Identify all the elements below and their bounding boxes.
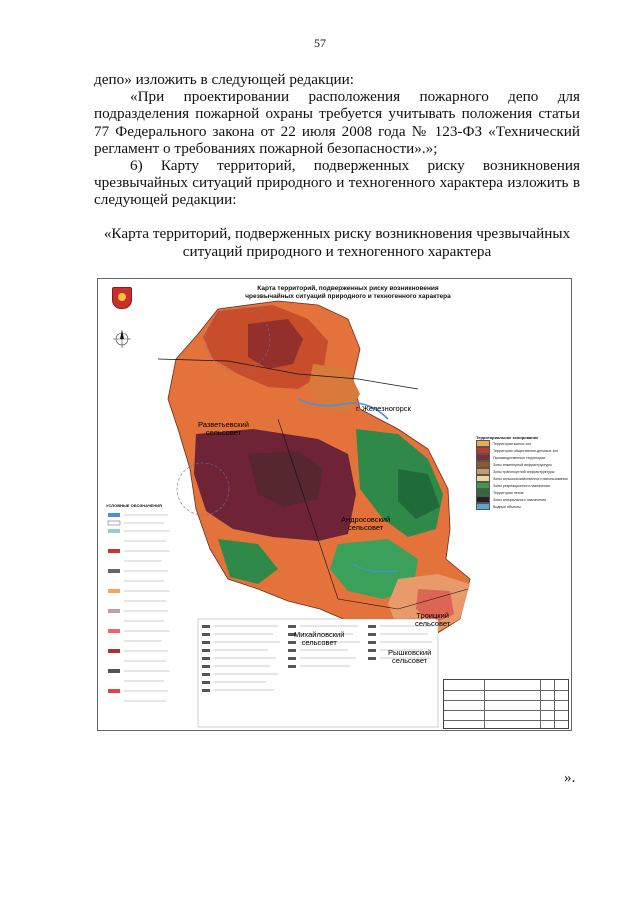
label-ryshkovsky-line-2: сельсовет (392, 656, 428, 665)
label-razvetyevsky (198, 421, 249, 437)
label-androsovsky-line-1: Андросовский (341, 515, 391, 524)
label-troitsky (415, 612, 450, 628)
risk-map (97, 278, 572, 731)
legend-swatch (476, 468, 490, 475)
compass-icon (113, 330, 131, 348)
map-title (218, 285, 478, 300)
label-ryshkovsky-line-1: Рышковский (388, 648, 432, 657)
paragraph-1: депо» изложить в следующей редакции: (94, 71, 354, 88)
legend-label: Территории общественно-деловых зон (493, 448, 559, 453)
label-troitsky-line-1: Троицкий (416, 611, 449, 620)
label-ryshkovsky (388, 649, 431, 665)
page-number: 57 (314, 36, 326, 50)
legend-item (476, 489, 568, 496)
label-mikhaylovsky-line-2: сельсовет (301, 638, 337, 647)
legend-swatch (476, 489, 490, 496)
section-title-line-1: «Карта территорий, подверженных риску возникновения чрезвычайных (103, 225, 571, 242)
label-androsovsky (341, 516, 390, 532)
paragraph-3: 6) Карту территорий, подверженных риску возникновения чрезвычайных ситуаций природного и техногенного характера изложить в следующей редакции: (94, 157, 580, 209)
legend-label: Зоны сельскохозяйственного использования (493, 476, 568, 481)
legend-label: Водные объекты (493, 504, 522, 509)
legend-item (476, 468, 568, 475)
legend-label: Зоны транспортной инфраструктуры (493, 469, 555, 474)
legend-item (476, 503, 568, 510)
body-text (94, 71, 580, 209)
legend-swatch (476, 454, 490, 461)
legend-item (476, 475, 568, 482)
label-mikhaylovsky (294, 631, 344, 647)
legend-item (476, 496, 568, 503)
legend-label: Зоны инженерной инфраструктуры (493, 462, 552, 467)
legend-label: Территории лесов (493, 490, 524, 495)
closing-quote: ». (564, 769, 576, 786)
legend-right-heading: Территориальное зонирование (476, 435, 539, 440)
legend-swatch (476, 447, 490, 454)
legend-label: Производственные территории (493, 455, 546, 460)
label-androsovsky-line-2: сельсовет (347, 523, 384, 532)
legend-item (476, 454, 568, 461)
title-block-stamp (443, 679, 569, 729)
legend-swatch (476, 440, 490, 447)
legend-label: Зоны специального назначения (493, 497, 547, 502)
map-title-line-2: чрезвычайных ситуаций природного и техногенного характера (245, 292, 451, 300)
legend-item (476, 440, 568, 447)
legend-item (476, 447, 568, 454)
legend-swatch (476, 496, 490, 503)
legend-item (476, 482, 568, 489)
label-zheleznogorsk: г. Железногорск (356, 404, 411, 413)
legend-swatch (476, 475, 490, 482)
paragraph-2: «При проектировании расположения пожарного депо для подразделения пожарной охраны требуется учитывать положения статьи 77 Федерального закона от 22 июля 2008 года № 123-ФЗ «Технический регламент о требованиях пожарной безопасности».»; (94, 88, 580, 157)
legend-swatch (476, 482, 490, 489)
legend-left-heading: УСЛОВНЫЕ ОБОЗНАЧЕНИЯ (106, 503, 162, 508)
legend-swatch (476, 461, 490, 468)
label-razvetyevsky-line-2: сельсовет (205, 428, 242, 437)
label-troitsky-line-2: сельсовет (415, 619, 451, 628)
label-mikhaylovsky-line-1: Михайловский (294, 630, 345, 639)
legend-item (476, 461, 568, 468)
map-title-line-1: Карта территорий, подверженных риску возникновения (257, 285, 439, 292)
section-title-line-2: ситуаций природного и техногенного характера (182, 243, 492, 260)
label-razvetyevsky-line-1: Разветьевский (198, 420, 249, 429)
legend-label: Территории жилых зон (493, 441, 532, 446)
legend-swatch (476, 503, 490, 510)
legend-left (106, 503, 162, 508)
legend-right (476, 435, 568, 510)
section-title (94, 225, 580, 261)
legend-label: Зоны рекреационного назначения (493, 483, 550, 488)
